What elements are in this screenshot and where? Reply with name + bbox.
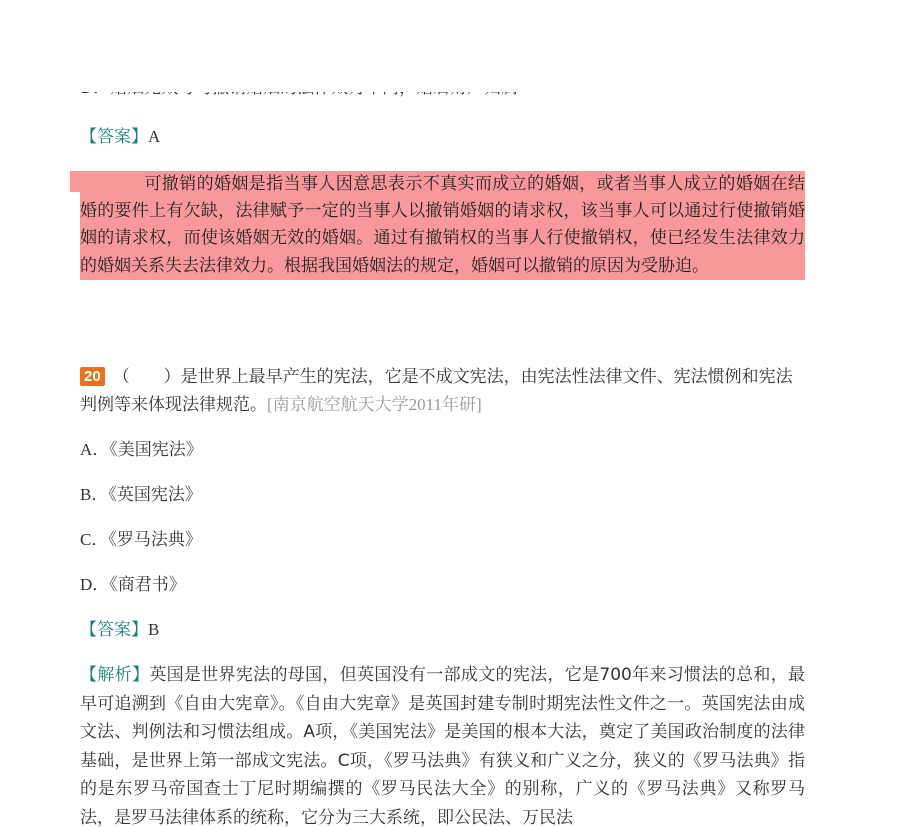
analysis-label: 【解析】 <box>80 665 150 685</box>
q19-explanation-text: 可撤销的婚姻是指当事人因意思表示不真实而成立的婚姻，或者当事人成立的婚姻在结婚的要件上有欠缺，法律赋予一定的当事人以撤销婚姻的请求权，该当事人可以通过行使撤销婚姻的请求权，而使该婚姻无效的婚姻。通过有撤销权的当事人行使撤销权，使已经发生法律效力的婚姻关系失去法律效力。根据我国婚姻法的规定，婚姻可以撤销的原因为受胁迫。 <box>80 174 805 276</box>
option-a-letter: A． <box>80 440 110 459</box>
q20-analysis-text: 英国是世界宪法的母国，但英国没有一部成文的宪法，它是700年来习惯法的总和，最早可追溯到《自由大宪章》。《自由大宪章》是英国封建专制时期宪法性文件之一。英国宪法由成文法、判例法和习惯法组成。A项，《美国宪法》是美国的根本大法，奠定了美国政治制度的法律基础，是世界上第一部成文宪法。C项，《罗马法典》有狭义和广义之分，狭义的《罗马法典》指的是东罗马帝国查士丁尼时期编撰的《罗马民法大全》的别称，广义的《罗马法典》又称罗马法，是罗马法律体系的统称，它分为三大系统，即公民法、万民法 <box>80 665 806 827</box>
option-c-letter: C． <box>80 530 109 549</box>
option-c-text: 《罗马法典》 <box>108 530 202 550</box>
option-d-letter: D． <box>80 575 110 594</box>
option-d[interactable] <box>80 570 186 600</box>
q19-explanation-highlight[interactable] <box>80 171 805 280</box>
clipped-previous-option <box>80 74 580 102</box>
question-number-badge: 20 <box>80 367 105 386</box>
answer-value: A <box>148 127 161 146</box>
q19-answer <box>80 122 805 152</box>
answer-label: 【答案】 <box>80 127 148 147</box>
q20-analysis <box>80 661 805 827</box>
answer-value: B <box>148 620 160 639</box>
q20-source: [南京航空航天大学2011年研] <box>267 395 482 414</box>
q20-stem-text: （ ）是世界上最早产生的宪法，它是不成文宪法，由宪法性法律文件、宪法惯例和宪法判例等来体现法律规范。 <box>80 367 793 415</box>
clip-mask <box>80 74 580 92</box>
q20-stem <box>80 363 805 419</box>
option-a-text: 《美国宪法》 <box>109 440 203 460</box>
q20-answer <box>80 615 805 645</box>
option-b-letter: B． <box>80 485 109 504</box>
answer-label: 【答案】 <box>80 620 148 640</box>
option-c[interactable] <box>80 525 202 555</box>
option-a[interactable] <box>80 435 203 465</box>
option-b-text: 《英国宪法》 <box>108 485 202 505</box>
option-d-text: 《商君书》 <box>109 575 186 595</box>
option-b[interactable] <box>80 480 202 510</box>
